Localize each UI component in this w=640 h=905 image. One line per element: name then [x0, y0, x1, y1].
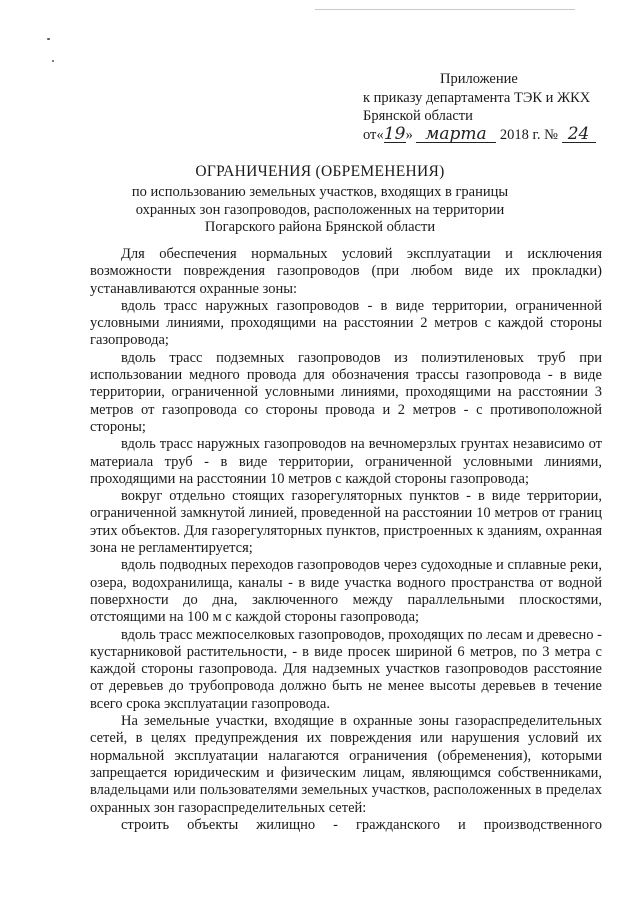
handwritten-day: 19 — [383, 123, 406, 144]
body-paragraph: вдоль трасс подземных газопроводов из полиэтиленовых труб при использовании медного провода для обозначения трассы газопровода - в виде территории, ограниченной условными линиями, проходящими на расстоянии 3 метров от газопровода со стороны провода и 2 метров - с противоположной стороны; — [90, 349, 602, 435]
body-paragraph: Для обеспечения нормальных условий эксплуатации и исключения возможности повреждения газопроводов (при любом виде их прокладки) устанавливаются охранные зоны: — [90, 246, 602, 297]
document-title: ОГРАНИЧЕНИЯ (ОБРЕМЕНЕНИЯ) — [195, 163, 445, 180]
body-paragraph: вдоль подводных переходов газопроводов через судоходные и сплавные реки, озера, водохранилища, каналы - в виде участка водного пространства от водной поверхности до дна, заключенного между параллельными плоскостями, отстоящими на 100 м с каждой стороны газопровода; — [90, 557, 602, 626]
order-reference: к приказу департамента ТЭК и ЖКХ — [363, 89, 591, 106]
body-paragraph: вокруг отдельно стоящих газорегуляторных пунктов - в виде территории, ограниченной замкнутой линией, проведенной на расстоянии 10 метров от границ этих объектов. Для газорегуляторных пунктов, пристроенных к зданиям, охранная зона не регламентируется; — [90, 488, 602, 557]
body-paragraph: вдоль трасс наружных газопроводов на вечномерзлых грунтах независимо от материала труб - в виде территории, ограниченной условными линиями, проходящими на расстоянии 10 метров с каждой стороны газопровода; — [90, 436, 602, 487]
top-scan-rule — [315, 9, 575, 10]
body-paragraph: вдоль трасс межпоселковых газопроводов, проходящих по лесам и древесно - кустарниковой растительности, - в виде просек шириной 6 метров, по 3 метра с каждой стороны газопровода. Для надземных участков газопроводов расстояние от деревьев до трубопровода должно быть не менее высоты деревьев в течение всего срока эксплуатации газопровода. — [90, 626, 602, 712]
date-prefix: от — [363, 126, 377, 143]
document-body — [90, 246, 602, 834]
appendix-label: Приложение — [440, 71, 518, 87]
region-name: Брянской области — [363, 108, 473, 124]
date-year: 2018 г. № — [499, 126, 558, 143]
handwritten-order-number: 24 — [562, 127, 596, 143]
handwritten-month: марта — [416, 127, 496, 143]
scan-speck — [47, 38, 50, 40]
body-paragraph: вдоль трасс наружных газопроводов - в виде территории, ограниченной условными линиями, проходящими на расстоянии 2 метров с каждой стороны газопровода; — [90, 297, 602, 349]
order-date-line: от«19» марта 2018 г. № 24 — [363, 126, 613, 145]
body-paragraph: На земельные участки, входящие в охранные зоны газораспределительных сетей, в целях предупреждения их повреждения или нарушения условий их нормальной эксплуатации налагаются ограничения (обременения), которыми запрещается юридическим и физическим лицам, являющимся собственниками, владельцами или пользователями земельных участков, расположенных в пределах охранных зон газораспределительных сетей: — [90, 713, 602, 816]
document-subtitle: по использованию земельных участков, входящих в границы охранных зон газопроводов, расположенных на территории Погарского района Брянской области — [131, 184, 509, 235]
body-paragraph: строить объекты жилищно - гражданского и производственного — [121, 816, 602, 833]
document-header — [363, 70, 613, 144]
scan-speck — [52, 60, 54, 62]
